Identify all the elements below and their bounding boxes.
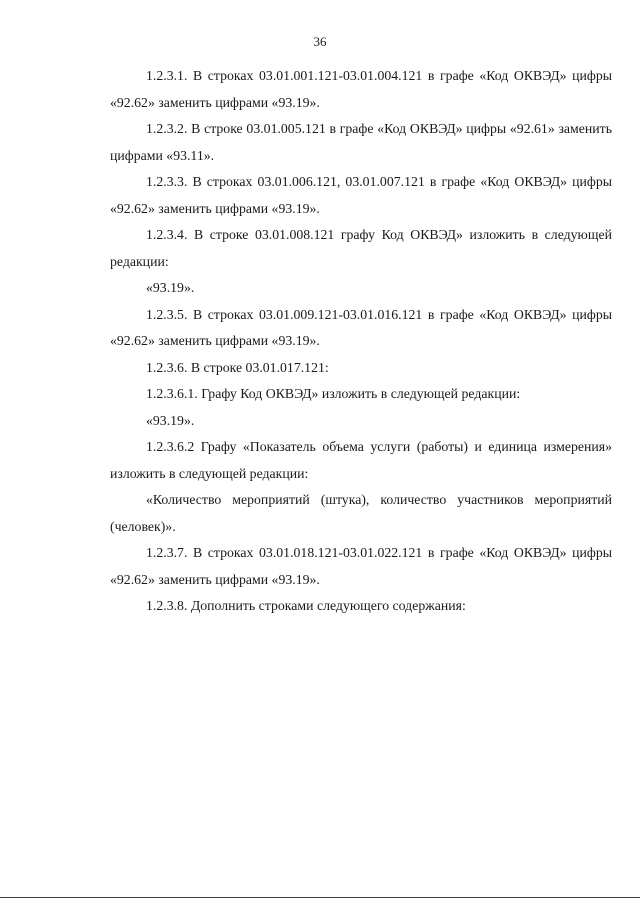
document-body xyxy=(110,63,612,620)
paragraph-1-2-3-7: 1.2.3.7. В строках 03.01.018.121-03.01.022.121 в графе «Код ОКВЭД» цифры «92.62» заменить цифрами «93.19». xyxy=(110,545,612,587)
paragraph-1-2-3-2: 1.2.3.2. В строке 03.01.005.121 в графе «Код ОКВЭД» цифры «92.61» заменить цифрами «93.11». xyxy=(110,121,612,163)
paragraph-1-2-3-1: 1.2.3.1. В строках 03.01.001.121-03.01.004.121 в графе «Код ОКВЭД» цифры «92.62» заменить цифрами «93.19». xyxy=(110,68,612,110)
paragraph-1-2-3-8: 1.2.3.8. Дополнить строками следующего содержания: xyxy=(146,598,466,613)
paragraph-1-2-3-3: 1.2.3.3. В строках 03.01.006.121, 03.01.007.121 в графе «Код ОКВЭД» цифры «92.62» заменить цифрами «93.19». xyxy=(110,174,612,216)
paragraph-1-2-3-6-1: 1.2.3.6.1. Графу Код ОКВЭД» изложить в следующей редакции: xyxy=(146,386,521,401)
paragraph-new-code-2: «93.19». xyxy=(146,412,195,428)
paragraph-new-code-1: «93.19». xyxy=(146,280,195,295)
paragraph-new-unit: «Количество мероприятий (штука), количество участников мероприятий (человек)». xyxy=(110,492,612,534)
paragraph-1-2-3-4: 1.2.3.4. В строке 03.01.008.121 графу Код ОКВЭД» изложить в следующей редакции: xyxy=(110,227,612,269)
bottom-edge-line xyxy=(0,897,640,898)
page-number: 36 xyxy=(313,34,327,49)
paragraph-1-2-3-6: 1.2.3.6. В строке 03.01.017.121: xyxy=(146,359,329,375)
paragraph-1-2-3-5: 1.2.3.5. В строках 03.01.009.121-03.01.016.121 в графе «Код ОКВЭД» цифры «92.62» заменить цифрами «93.19». xyxy=(110,306,612,348)
paragraph-1-2-3-6-2: 1.2.3.6.2 Графу «Показатель объема услуги (работы) и единица измерения» изложить в следующей редакции: xyxy=(110,439,612,481)
